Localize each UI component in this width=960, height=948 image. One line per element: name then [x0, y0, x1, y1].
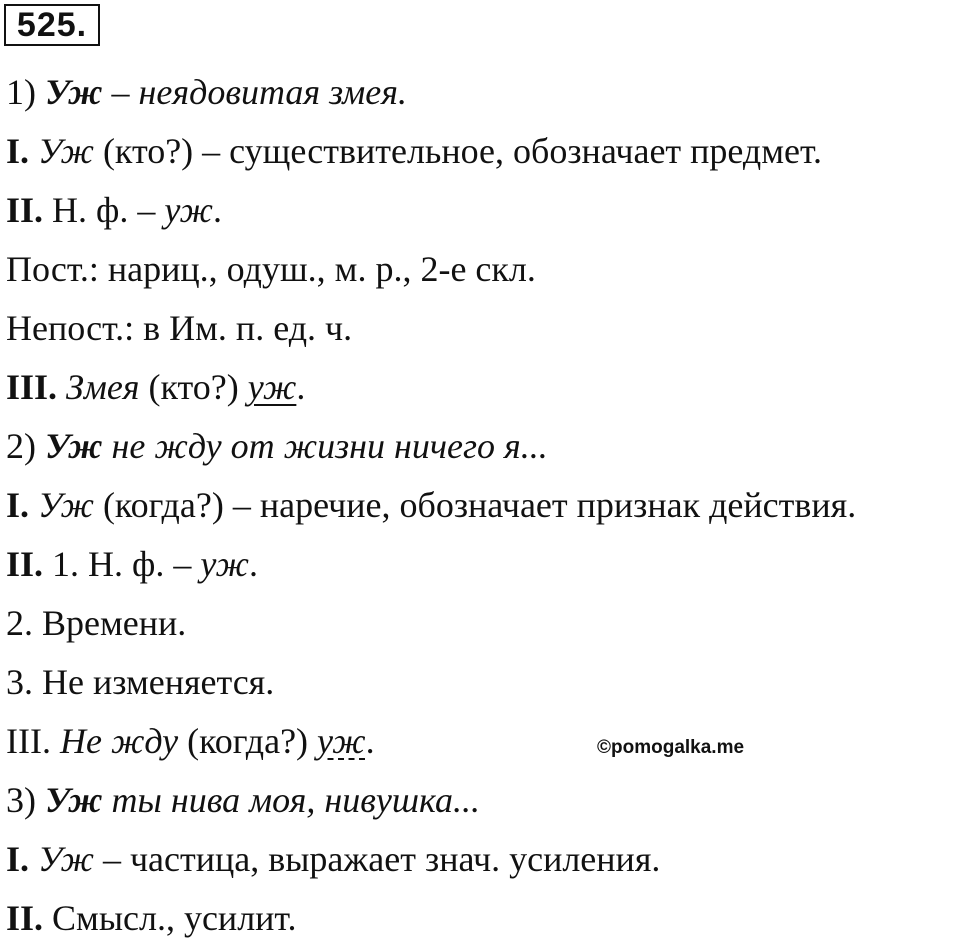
step-label: II.	[6, 190, 44, 230]
step-label: III.	[6, 721, 51, 761]
word: Уж	[29, 485, 94, 525]
sentence-number: 3)	[6, 780, 45, 820]
word: Уж	[29, 839, 94, 879]
step-label: I.	[6, 839, 30, 879]
sentence-2	[6, 424, 548, 468]
watermark: ©pomogalka.me	[597, 737, 745, 758]
analysis-step-1	[6, 129, 822, 173]
sentence-number: 2)	[6, 426, 45, 466]
step-label: II.	[6, 898, 44, 938]
key-word: Уж	[45, 72, 103, 112]
analysis-step-3	[6, 719, 375, 763]
step-text: Смысл., усилит.	[43, 898, 297, 938]
sentence-text: ты нива моя, нивушка...	[102, 780, 480, 820]
step-text: (когда?) – наречие, обозначает признак действия.	[93, 485, 857, 525]
analysis-step-3	[6, 365, 305, 409]
step-text: (кто?) – существительное, обозначает предмет.	[93, 131, 823, 171]
sentence-text: – неядовитая змея.	[102, 72, 407, 112]
step-label: I.	[6, 131, 30, 171]
analysis-step-2	[6, 542, 258, 586]
key-word: Уж	[45, 426, 103, 466]
initial-form: уж	[164, 190, 213, 230]
sentence-1	[6, 70, 407, 114]
word: Уж	[29, 131, 94, 171]
question: (когда?)	[178, 721, 318, 761]
adverbial-word: уж	[317, 721, 366, 761]
step-label: III.	[6, 367, 58, 407]
step-text: 1. Н. ф. –	[43, 544, 201, 584]
punct: .	[296, 367, 306, 407]
question: (кто?)	[139, 367, 248, 407]
analysis-step-1	[6, 483, 856, 527]
adverb-invariable: 3. Не изменяется.	[6, 662, 275, 702]
step-text: Н. ф. –	[43, 190, 165, 230]
punct: .	[365, 721, 375, 761]
sentence-text: не жду от жизни ничего я...	[102, 426, 548, 466]
punct: .	[248, 544, 258, 584]
sentence-number: 1)	[6, 72, 45, 112]
variable-features: Непост.: в Им. п. ед. ч.	[6, 308, 353, 348]
analysis-step-1	[6, 837, 660, 881]
predicate-word: уж	[247, 367, 297, 407]
step-label: II.	[6, 544, 44, 584]
step-label: I.	[6, 485, 30, 525]
analysis-step-2	[6, 896, 296, 940]
adverb-category: 2. Времени.	[6, 603, 187, 643]
punct: .	[212, 190, 222, 230]
key-word: Уж	[45, 780, 103, 820]
sentence-3	[6, 778, 480, 822]
subject-word: Змея	[57, 367, 140, 407]
initial-form: уж	[200, 544, 249, 584]
constant-features: Пост.: нариц., одуш., м. р., 2-е скл.	[6, 249, 536, 289]
predicate-word: Не жду	[50, 721, 179, 761]
step-text: – частица, выражает знач. усиления.	[93, 839, 661, 879]
analysis-step-2	[6, 188, 222, 232]
exercise-number: 525.	[4, 4, 100, 46]
